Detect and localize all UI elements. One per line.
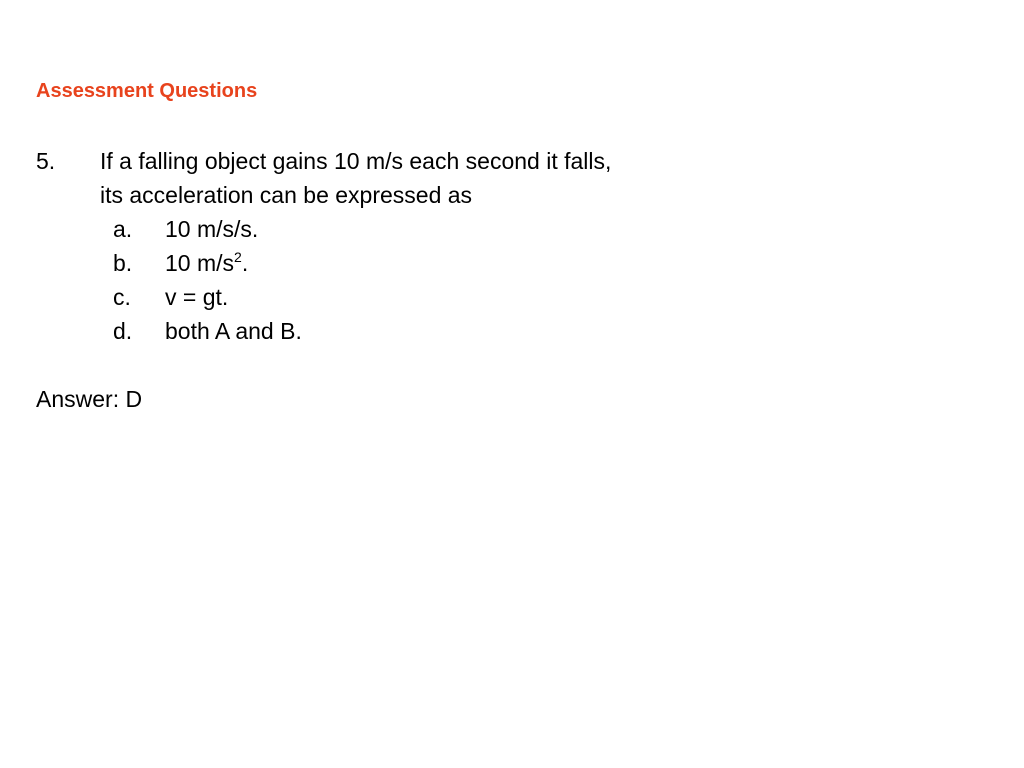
option-text xyxy=(165,314,302,348)
option-superscript: 2 xyxy=(234,249,242,265)
question-line-1: If a falling object gains 10 m/s each second it falls, xyxy=(100,148,612,174)
option-letter: a. xyxy=(113,216,133,242)
option-text-main: v = gt. xyxy=(165,284,229,310)
question-text xyxy=(100,144,700,212)
answer-line: Answer: D xyxy=(36,386,143,412)
option-text-main: 10 m/s/s. xyxy=(165,216,259,242)
option-text xyxy=(165,246,248,280)
option-c xyxy=(113,280,700,314)
option-text xyxy=(165,212,258,246)
option-text-main: both A and B. xyxy=(165,318,302,344)
option-a xyxy=(113,212,700,246)
option-text-main: 10 m/s xyxy=(165,250,235,276)
question-number: 5. xyxy=(36,148,56,174)
option-letter: c. xyxy=(113,284,131,310)
option-letter: d. xyxy=(113,318,133,344)
answer-options xyxy=(113,212,700,348)
slide-heading: Assessment Questions xyxy=(36,80,258,102)
question-block xyxy=(36,144,700,348)
option-d xyxy=(113,314,700,348)
option-text-suffix: . xyxy=(241,250,249,276)
question-row xyxy=(36,144,700,212)
option-text xyxy=(165,280,228,314)
option-b xyxy=(113,246,700,280)
option-letter: b. xyxy=(113,250,133,276)
question-line-2: its acceleration can be expressed as xyxy=(100,182,473,208)
